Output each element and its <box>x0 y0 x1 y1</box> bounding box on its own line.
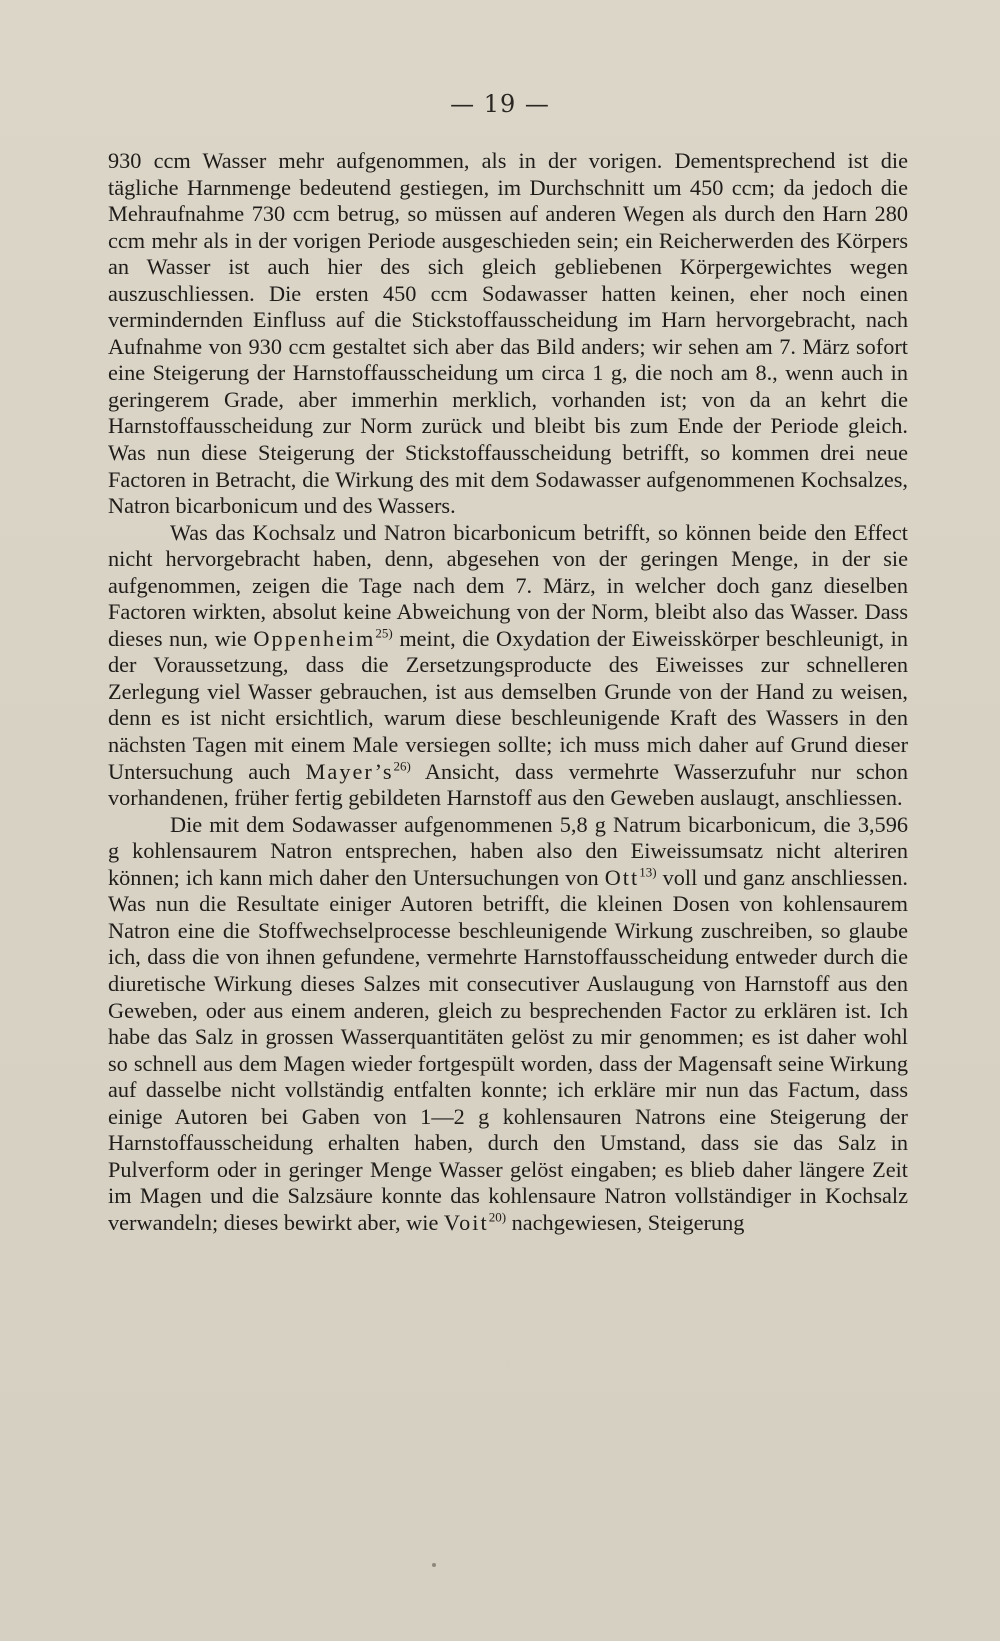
body-text <box>108 148 908 1236</box>
footnote-ref-26: 26) <box>393 758 411 774</box>
paragraph-3-text-b: voll und ganz anschliessen. Was nun die Resultate einiger Autoren betrifft, die kleinen Dosen von kohlensaurem Natron eine die Stoffwechselprocesse beschleunigende Wirkung zuschreiben, so glaube ich, dass die von ihnen gefundene, vermehrte Harnstoffausscheidung entweder durch die diuretische Wirkung dieses Salzes mit consecutiver Auslaugung von Harnstoff aus den Geweben, oder aus einem anderen, gleich zu besprechenden Factor zu erklären ist. Ich habe das Salz in grossen Wasserquantitäten gelöst zu mir genommen; es ist daher wohl so schnell aus dem Magen wieder fortgespült worden, dass der Magensaft seine Wirkung auf dasselbe nicht vollständig entfalten konnte; ich erkläre mir nun das Factum, dass einige Autoren bei Gaben von 1—2 g kohlensauren Natrons eine Steigerung der Harnstoffausscheidung erhalten haben, durch den Umstand, dass sie das Salz in Pulverform oder in geringer Menge Wasser gelöst eingaben; es blieb daher längere Zeit im Magen und die Salzsäure konnte das kohlensaure Natron vollständiger in Kochsalz verwandeln; dieses bewirkt aber, wie <box>108 864 908 1235</box>
page-number: — 19 — <box>450 90 550 118</box>
citation-ott: Ott <box>604 864 640 890</box>
paragraph-2-text-b: meint, die Oxydation der Eiweisskörper beschleunigt, in der Voraussetzung, dass die Zersetzungsproducte des Eiweisses zur schnelleren Zerlegung viel Wasser gebrauchen, ist aus demselben Grunde von der Hand zu weisen, denn es ist nicht ersichtlich, warum diese beschleunigende Kraft des Wassers in den nächsten Tagen mit einem Male versiegen sollte; ich muss mich daher auf Grund dieser Untersuchung auch <box>108 625 908 784</box>
footnote-ref-13: 13) <box>639 864 657 880</box>
paragraph-3 <box>108 812 908 1237</box>
paragraph-1 <box>108 148 908 520</box>
paragraph-2 <box>108 520 908 812</box>
footnote-ref-20: 20) <box>488 1209 507 1225</box>
paragraph-3-text-a: Die mit dem Sodawasser aufgenommenen 5,8 g Natrum bicarbonicum, die 3,596 g kohlensaurem Natron entsprechen, haben also den Eiweissumsatz nicht alteriren können; ich kann mich daher den Untersuchungen von <box>108 811 908 890</box>
paper-speck <box>432 1563 436 1567</box>
paragraph-1-text: 930 ccm Wasser mehr aufgenommen, als in der vorigen. Dementsprechend ist die tägliche Harnmenge bedeutend gestiegen, im Durchschnitt um 450 ccm; da jedoch die Mehraufnahme 730 ccm betrug, so müssen auf anderen Wegen als durch den Harn 280 ccm mehr als in der vorigen Periode ausgeschieden sein; ein Reicherwerden des Körpers an Wasser ist auch hier des sich gleich gebliebenen Körpergewichtes wegen auszuschliessen. Die ersten 450 ccm Sodawasser hatten keinen, eher noch einen vermindernden Einfluss auf die Stickstoffausscheidung im Harn hervorgebracht, nach Aufnahme von 930 ccm gestaltet sich aber das Bild anders; wir sehen am 7. März sofort eine Steigerung der Harnstoffausscheidung um circa 1 g, die noch am 8., wenn auch in geringerem Grade, aber immerhin merklich, vorhanden ist; von da an kehrt die Harnstoffausscheidung zur Norm zurück und bleibt bis zum Ende der Periode gleich. Was nun diese Steigerung der Stickstoffausscheidung betrifft, so kommen drei neue Factoren in Betracht, die Wirkung des mit dem Sodawasser aufgenommenen Kochsalzes, Natron bicarbonicum und des Wassers. <box>108 148 908 519</box>
citation-mayer: Mayer’s <box>305 758 394 784</box>
citation-voit: Voit <box>443 1209 489 1235</box>
citation-oppenheim: Oppenheim <box>253 625 376 651</box>
footnote-ref-25: 25) <box>375 625 393 641</box>
paragraph-3-text-c: nachgewiesen, Steigerung <box>511 1209 745 1235</box>
paragraph-2-text-a: Was das Kochsalz und Natron bicarbonicum betrifft, so können beide den Effect nicht hervorgebracht haben, denn, abgesehen von der geringen Menge, in der sie aufgenommen, zeigen die Tage nach dem 7. März, in welcher doch ganz dieselben Factoren wirkten, absolut keine Abweichung von der Norm, bleibt also das Wasser. Dass dieses nun, wie <box>108 519 908 651</box>
paragraph-2-text-c: Ansicht, dass vermehrte Wasserzufuhr nur schon vorhandenen, früher fertig gebildeten Harnstoff aus den Geweben auslaugt, anschliessen. <box>108 758 908 811</box>
